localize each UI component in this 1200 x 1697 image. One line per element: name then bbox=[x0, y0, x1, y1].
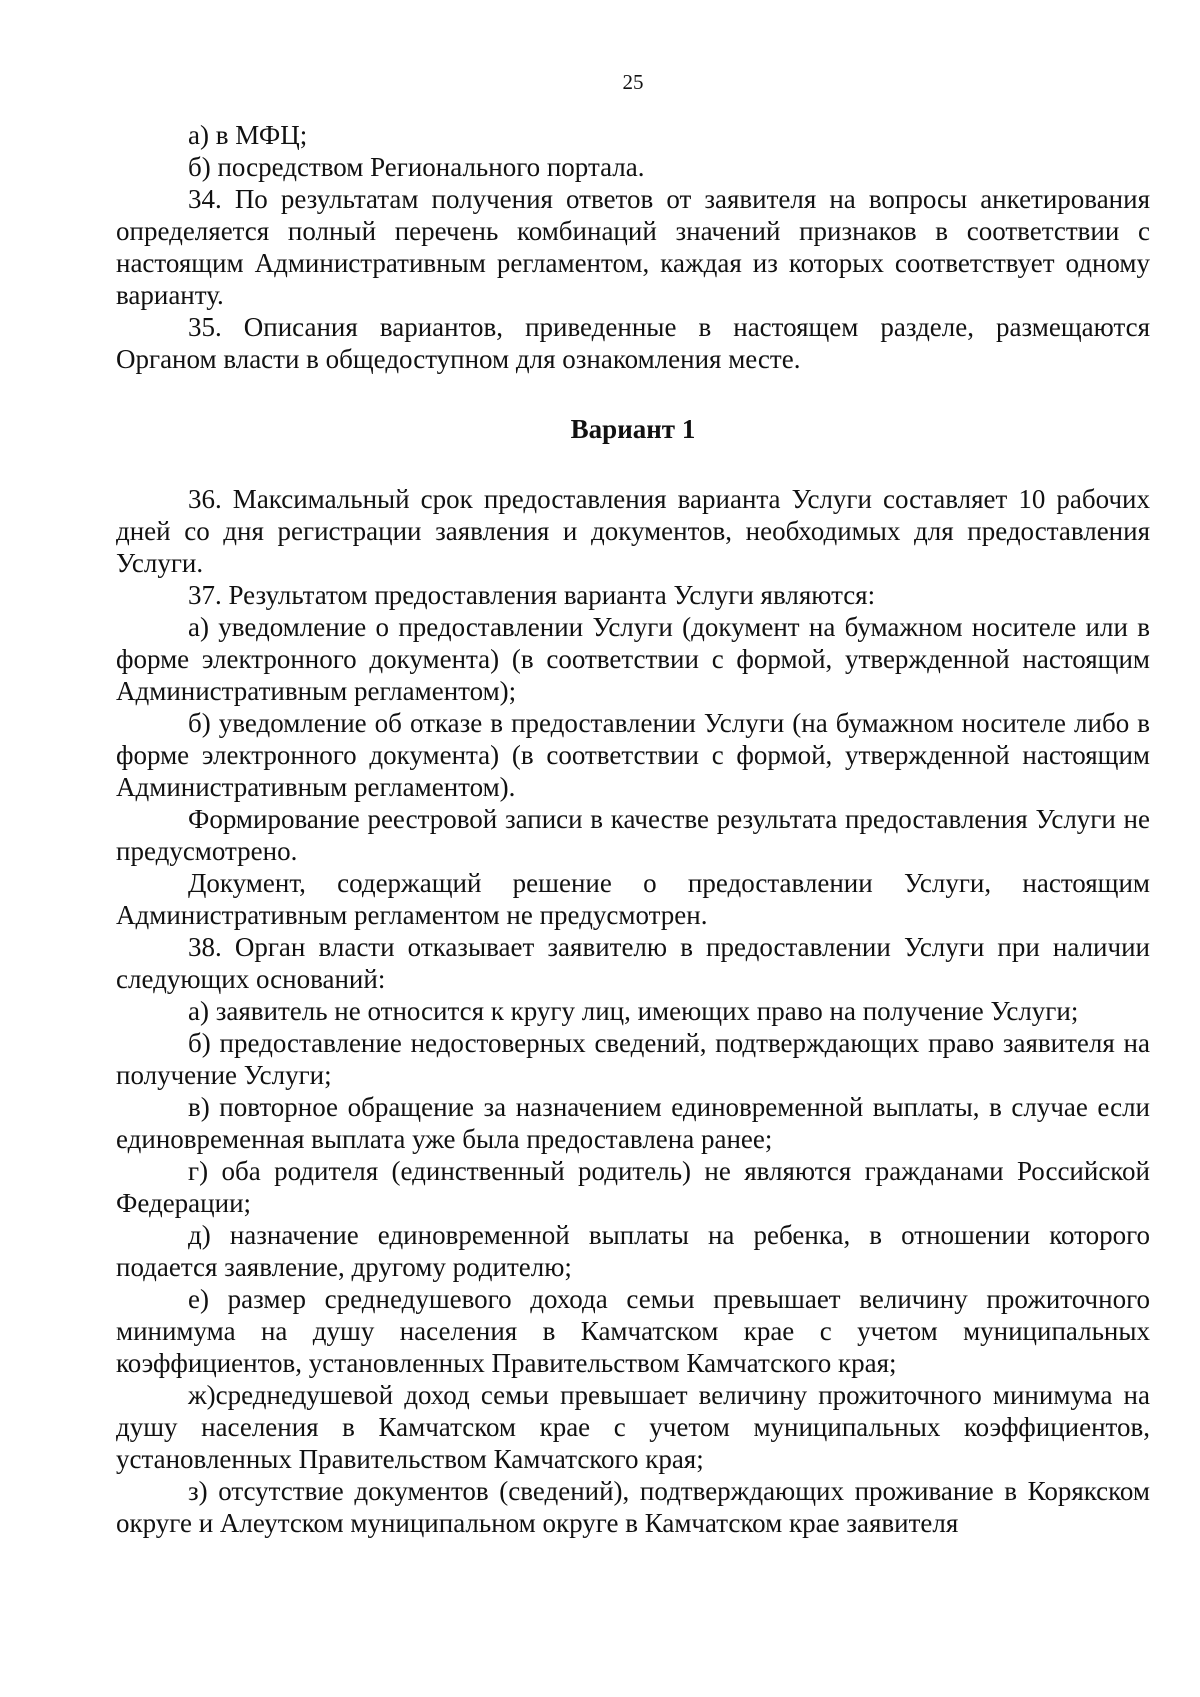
paragraph-37: 37. Результатом предоставления варианта Услуги являются: bbox=[188, 580, 876, 610]
paragraph-38-zh: ж)среднедушевой доход семьи превышает величину прожиточного минимума на душу населения в Камчатском крае с учетом муниципальных коэффициентов, установленных Правительством Камчатского края; bbox=[116, 1380, 1150, 1474]
page-number: 25 bbox=[622, 70, 644, 94]
paragraph-38-b: б) предоставление недостоверных сведений, подтверждающих право заявителя на получение Услуги; bbox=[116, 1028, 1150, 1090]
paragraph-37-b: б) уведомление об отказе в предоставлении Услуги (на бумажном носителе либо в форме электронного документа) (в соответствии с формой, утвержденной настоящим Административным регламентом). bbox=[116, 708, 1150, 802]
paragraph-34: 34. По результатам получения ответов от заявителя на вопросы анкетирования определяется полный перечень комбинаций значений признаков в соответствии с настоящим Административным регламентом, каждая из которых соответствует одному варианту. bbox=[116, 184, 1150, 310]
paragraph-38-a: а) заявитель не относится к кругу лиц, имеющих право на получение Услуги; bbox=[188, 996, 1079, 1026]
paragraph-38-g: г) оба родителя (единственный родитель) не являются гражданами Российской Федерации; bbox=[116, 1156, 1150, 1218]
paragraph-decision-note: Документ, содержащий решение о предоставлении Услуги, настоящим Административным регламентом не предусмотрен. bbox=[116, 868, 1150, 930]
document-body bbox=[116, 119, 1150, 1539]
paragraph-registry-note: Формирование реестровой записи в качестве результата предоставления Услуги не предусмотрено. bbox=[116, 804, 1150, 866]
section-heading: Вариант 1 bbox=[570, 414, 696, 444]
paragraph-item-b-portal: б) посредством Регионального портала. bbox=[188, 152, 645, 182]
paragraph-38-d: д) назначение единовременной выплаты на ребенка, в отношении которого подается заявление, другому родителю; bbox=[116, 1220, 1150, 1282]
paragraph-36: 36. Максимальный срок предоставления варианта Услуги составляет 10 рабочих дней со дня регистрации заявления и документов, необходимых для предоставления Услуги. bbox=[116, 484, 1150, 578]
paragraph-37-a: а) уведомление о предоставлении Услуги (документ на бумажном носителе или в форме электронного документа) (в соответствии с формой, утвержденной настоящим Административным регламентом); bbox=[116, 612, 1150, 706]
paragraph-38-v: в) повторное обращение за назначением единовременной выплаты, в случае если единовременная выплата уже была предоставлена ранее; bbox=[116, 1092, 1150, 1154]
paragraph-38: 38. Орган власти отказывает заявителю в предоставлении Услуги при наличии следующих оснований: bbox=[116, 932, 1150, 994]
paragraph-35: 35. Описания вариантов, приведенные в настоящем разделе, размещаются Органом власти в общедоступном для ознакомления месте. bbox=[116, 312, 1150, 374]
paragraph-item-a-mfc: а) в МФЦ; bbox=[188, 120, 308, 150]
paragraph-38-e: е) размер среднедушевого дохода семьи превышает величину прожиточного минимума на душу населения в Камчатском крае с учетом муниципальных коэффициентов, установленных Правительством Камчатского края; bbox=[116, 1284, 1150, 1378]
paragraph-38-z: з) отсутствие документов (сведений), подтверждающих проживание в Корякском округе и Алеутском муниципальном округе в Камчатском крае заявителя bbox=[116, 1476, 1150, 1538]
